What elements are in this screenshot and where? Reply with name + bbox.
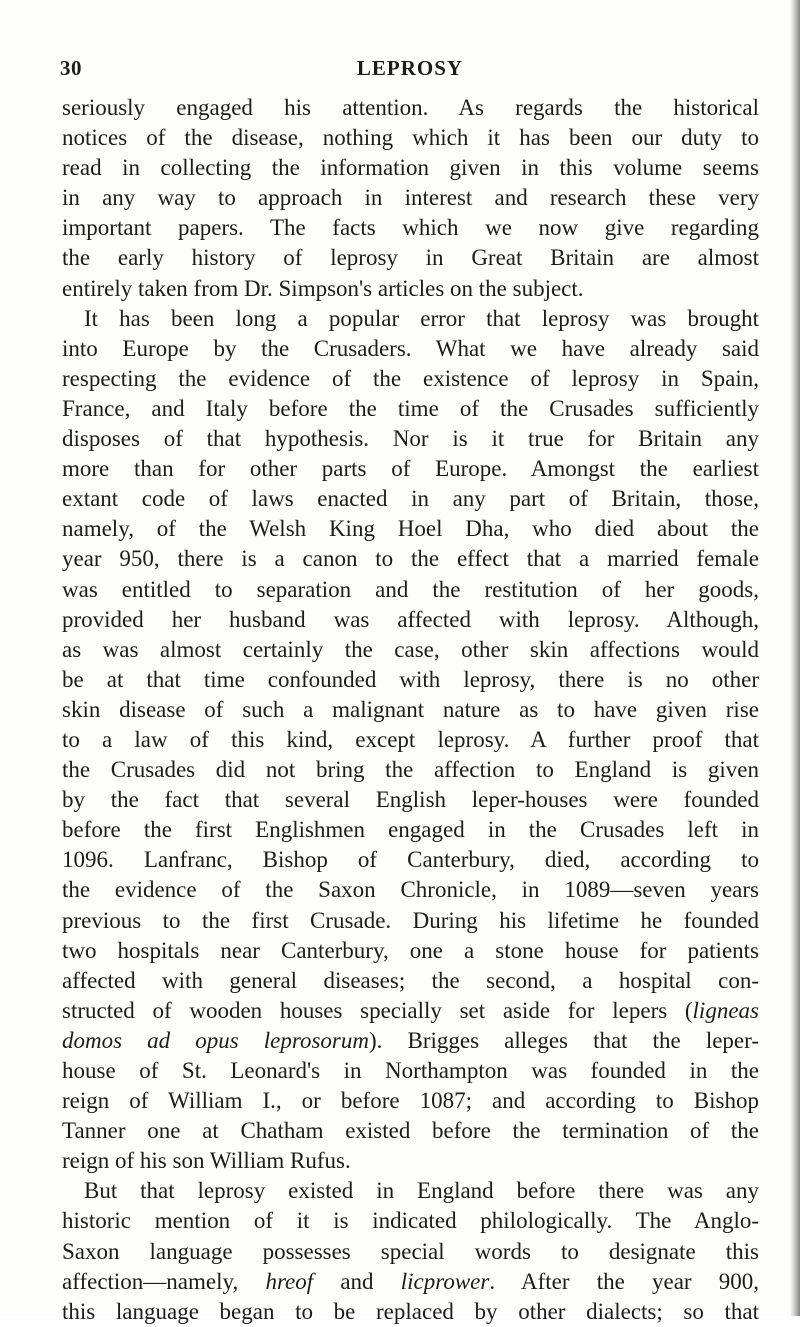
text-line — [62, 1267, 759, 1297]
text-line: previous to the first Crusade. During his lifetime he founded — [62, 907, 759, 933]
text-line: seriously engaged his attention. As regards the historical — [62, 95, 759, 120]
text-line: before the first Englishmen engaged in the Crusades left in — [62, 817, 759, 843]
line-middle: and — [313, 1268, 401, 1294]
text-line: in any way to approach in interest and research these very — [62, 185, 759, 211]
text-line: France, and Italy before the time of the Crusades sufficiently — [62, 395, 759, 421]
text-line: this language began to be replaced by other dialects; so that — [62, 1298, 759, 1324]
text-line: entirely taken from Dr. Simpson's articles on the subject. — [62, 275, 584, 301]
text-line: was entitled to separation and the restitution of her goods, — [62, 576, 759, 602]
text-line: respecting the evidence of the existence of leprosy in Spain, — [62, 365, 759, 391]
text-line: year 950, there is a canon to the effect that a married female — [62, 546, 759, 572]
text-line: affected with general diseases; the second, a hospital con- — [62, 967, 759, 993]
paragraph-1 — [62, 93, 759, 304]
text-line: by the fact that several English leper-houses were founded — [62, 787, 759, 813]
line-suffix: . After the year 900, — [489, 1268, 759, 1294]
text-line — [62, 996, 759, 1026]
text-line: reign of William I., or before 1087; and according to Bishop — [62, 1088, 759, 1114]
text-line: namely, of the Welsh King Hoel Dha, who died about the — [62, 516, 759, 542]
latin-phrase-part1: ligneas — [692, 997, 759, 1023]
old-english-word-licprower: licprower — [400, 1268, 490, 1294]
paragraph-3 — [62, 1176, 759, 1326]
text-line: read in collecting the information given in this volume seems — [62, 155, 759, 181]
text-line: important papers. The facts which we now give regarding — [62, 215, 759, 241]
running-head — [60, 56, 760, 86]
text-line: It has been long a popular error that leprosy was brought — [84, 305, 759, 331]
text-line: But that leprosy existed in England before there was any — [84, 1178, 759, 1204]
text-line: skin disease of such a malignant nature as to have given rise — [62, 696, 759, 722]
text-line: disposes of that hypothesis. Nor is it true for Britain any — [62, 426, 759, 452]
text-line: 1096. Lanfranc, Bishop of Canterbury, died, according to — [62, 847, 759, 873]
latin-phrase-part2: domos ad opus leprosorum — [62, 1027, 369, 1053]
body-text — [62, 93, 759, 1327]
line-prefix: affection—namely, — [62, 1268, 266, 1294]
line-suffix: ). Brigges alleges that the leper- — [368, 1027, 759, 1053]
text-line — [62, 1026, 759, 1056]
text-line: notices of the disease, nothing which it has been our duty to — [62, 125, 759, 151]
text-line: Saxon language possesses special words to designate this — [62, 1238, 759, 1264]
text-line: the evidence of the Saxon Chronicle, in 1089—seven years — [62, 877, 759, 903]
text-line: into Europe by the Crusaders. What we have already said — [62, 335, 759, 361]
text-line: Tanner one at Chatham existed before the termination of the — [62, 1118, 759, 1144]
text-line: extant code of laws enacted in any part of Britain, those, — [62, 486, 759, 512]
running-title: LEPROSY — [356, 56, 464, 80]
text-line: two hospitals near Canterbury, one a stone house for patients — [62, 937, 759, 963]
old-english-word-hreof: hreof — [265, 1268, 314, 1294]
page-edge-shadow — [790, 0, 800, 1316]
text-line: as was almost certainly the case, other skin affections would — [62, 636, 759, 662]
text-line: provided her husband was affected with leprosy. Although, — [62, 606, 759, 632]
paragraph-2 — [62, 304, 759, 1177]
text-line: to a law of this kind, except leprosy. A further proof that — [62, 726, 759, 752]
page-number: 30 — [60, 56, 82, 80]
line-prefix: structed of wooden houses specially set aside for lepers ( — [62, 997, 693, 1023]
text-line: house of St. Leonard's in Northampton was founded in the — [62, 1058, 759, 1083]
text-line: the Crusades did not bring the affection to England is given — [62, 757, 759, 783]
text-line: historic mention of it is indicated philologically. The Anglo- — [62, 1208, 759, 1234]
text-line: more than for other parts of Europe. Amongst the earliest — [62, 456, 759, 482]
text-line: reign of his son William Rufus. — [62, 1148, 351, 1174]
text-line: be at that time confounded with leprosy, there is no other — [62, 666, 759, 692]
text-line: the early history of leprosy in Great Britain are almost — [62, 245, 759, 271]
